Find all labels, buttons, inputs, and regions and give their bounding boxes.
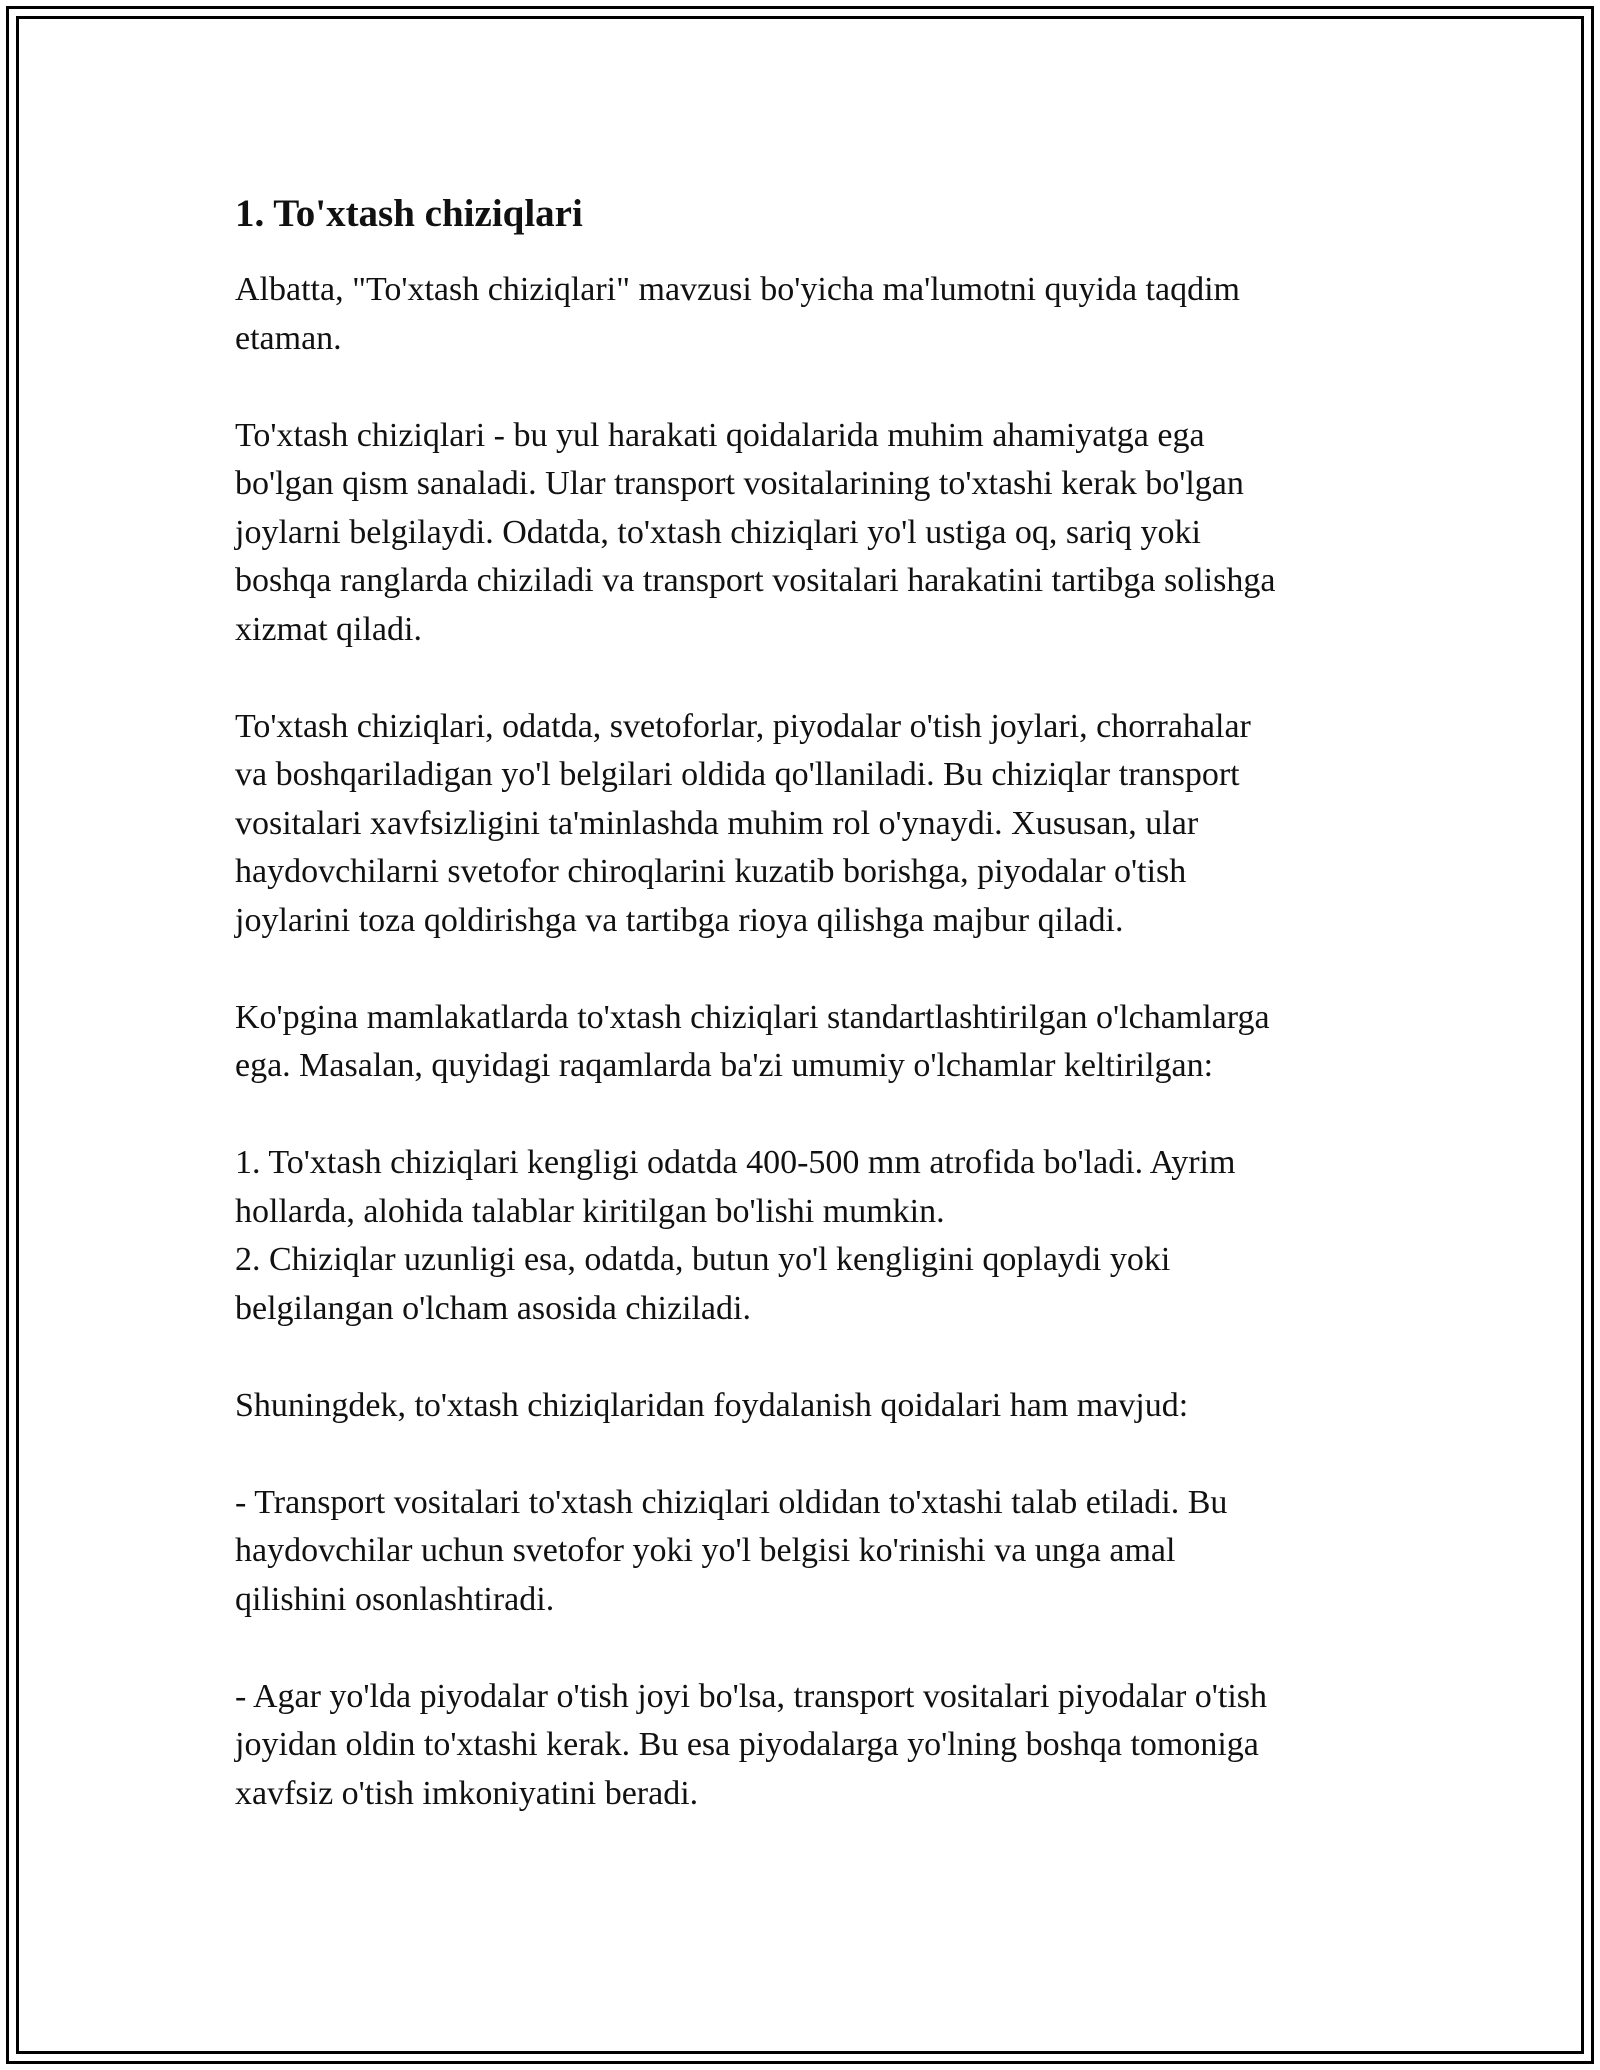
paragraph-line: To'xtash chiziqlari - bu yul harakati qoidalarida muhim ahamiyatga ega — [235, 416, 1205, 454]
paragraph-line: vositalari xavfsizligini ta'minlashda muhim rol o'ynaydi. Xususan, ular — [235, 804, 1199, 842]
paragraph-line: 1. To'xtash chiziqlari kengligi odatda 400-500 mm atrofida bo'ladi. Ayrim — [235, 1144, 1236, 1181]
paragraph-line: joyidan oldin to'xtashi kerak. Bu esa piyodalarga yo'lning boshqa tomoniga — [235, 1726, 1259, 1763]
document-heading: 1. To'xtash chiziqlari — [235, 192, 583, 235]
paragraph — [235, 1139, 1375, 1333]
paragraph — [235, 1479, 1375, 1625]
paragraph-line: etaman. — [235, 319, 342, 357]
paragraph-line: xizmat qiladi. — [235, 610, 422, 648]
paragraph-line: - Agar yo'lda piyodalar o'tish joyi bo'lsa, transport vositalari piyodalar o'tish — [235, 1677, 1268, 1715]
paragraph — [235, 266, 1375, 363]
paragraph-line: Shuningdek, to'xtash chiziqlaridan foydalanish qoidalari ham mavjud: — [235, 1386, 1189, 1424]
paragraph-line: va boshqariladigan yo'l belgilari oldida qo'llaniladi. Bu chiziqlar transport — [235, 756, 1240, 793]
paragraph — [235, 412, 1375, 655]
paragraph-line: 2. Chiziqlar uzunligi esa, odatda, butun yo'l kengligini qoplaydi yoki — [235, 1241, 1171, 1278]
paragraph-line: bo'lgan qism sanaladi. Ular transport vositalarining to'xtashi kerak bo'lgan — [235, 465, 1244, 502]
document-body — [235, 188, 1375, 1867]
paragraph-line: - Transport vositalari to'xtash chiziqlari oldidan to'xtashi talab etiladi. Bu — [235, 1483, 1228, 1521]
paragraph-line: Albatta, "To'xtash chiziqlari" mavzusi bo'yicha ma'lumotni quyida taqdim — [235, 271, 1240, 308]
paragraph-line: joylarini toza qoldirishga va tartibga rioya qilishga majbur qiladi. — [235, 901, 1124, 939]
paragraph-line: ega. Masalan, quyidagi raqamlarda ba'zi umumiy o'lchamlar keltirilgan: — [235, 1047, 1214, 1084]
paragraph-line: haydovchilarni svetofor chiroqlarini kuzatib borishga, piyodalar o'tish — [235, 853, 1187, 890]
paragraph-line: qilishini osonlashtiradi. — [235, 1580, 555, 1618]
paragraph-line: xavfsiz o'tish imkoniyatini beradi. — [235, 1774, 699, 1812]
paragraph — [235, 1382, 1375, 1431]
paragraph-line: joylarni belgilaydi. Odatda, to'xtash chiziqlari yo'l ustiga oq, sariq yoki — [235, 513, 1201, 551]
paragraph-line: To'xtash chiziqlari, odatda, svetoforlar, piyodalar o'tish joylari, chorrahalar — [235, 707, 1251, 745]
paragraph-line: boshqa ranglarda chiziladi va transport vositalari harakatini tartibga solishga — [235, 562, 1276, 599]
paragraph-line: Ko'pgina mamlakatlarda to'xtash chiziqlari standartlashtirilgan o'lchamlarga — [235, 998, 1270, 1036]
paragraph-line: belgilangan o'lcham asosida chiziladi. — [235, 1289, 751, 1327]
paragraph-line: haydovchilar uchun svetofor yoki yo'l belgisi ko'rinishi va unga amal — [235, 1532, 1176, 1569]
paragraph-line: hollarda, alohida talablar kiritilgan bo'lishi mumkin. — [235, 1192, 945, 1230]
paragraph — [235, 703, 1375, 946]
paragraph — [235, 1673, 1375, 1819]
paragraph-list — [235, 266, 1375, 1818]
paragraph — [235, 994, 1375, 1091]
